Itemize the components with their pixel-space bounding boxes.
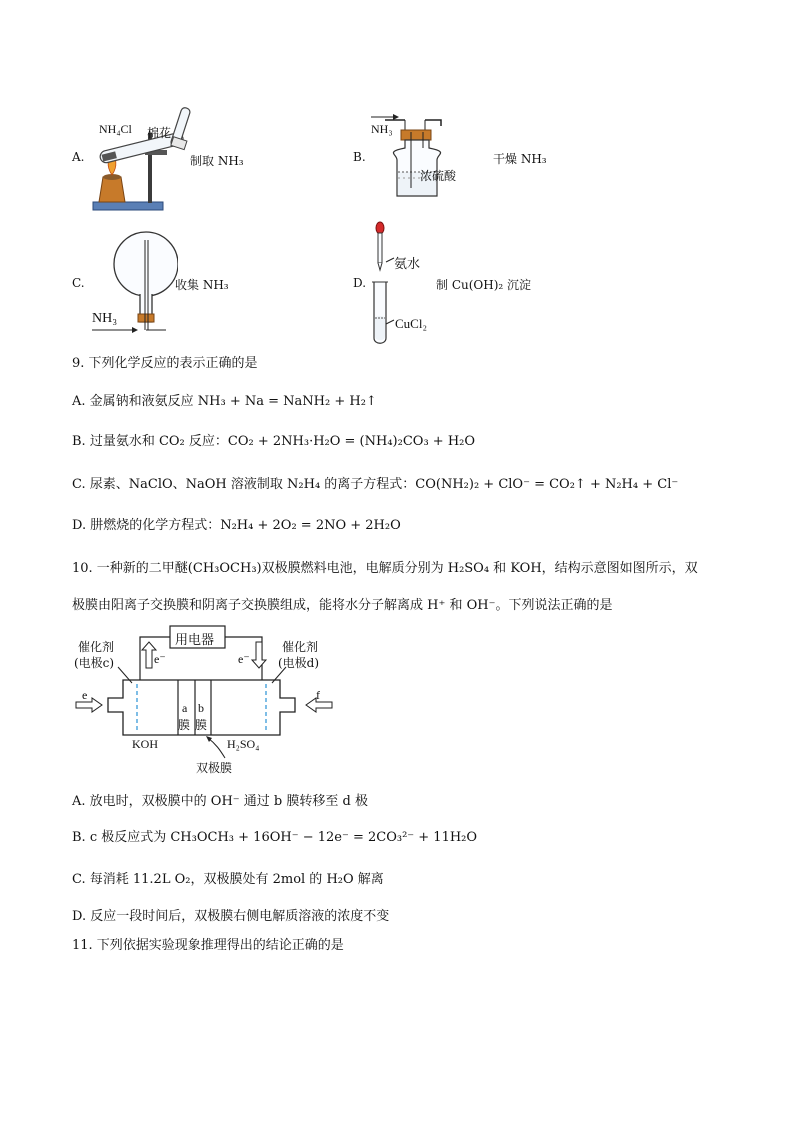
electrode-c-label: (电极c) bbox=[74, 656, 115, 670]
q11-stem: 11. 下列依据实验现象推理得出的结论正确的是 bbox=[72, 938, 344, 953]
electron-right-label: e⁻ bbox=[238, 652, 250, 666]
q10-option-d: D. 反应一段时间后，双极膜右侧电解质溶液的浓度不变 bbox=[72, 909, 390, 924]
q9-stem: 9. 下列化学反应的表示正确的是 bbox=[72, 356, 258, 371]
label-mianhua: 棉花 bbox=[147, 126, 172, 140]
membrane-b-text: 膜 bbox=[195, 718, 208, 732]
option-b-caption: 干燥 NH₃ bbox=[493, 152, 547, 166]
label-cucl2: CuCl₂ bbox=[395, 316, 427, 331]
electron-left-label: e⁻ bbox=[154, 652, 166, 666]
membrane-a-label: a bbox=[182, 701, 188, 715]
membrane-a-text: 膜 bbox=[178, 718, 191, 732]
q10-option-a: A. 放电时，双极膜中的 OH⁻ 通过 b 膜转移至 d 极 bbox=[72, 794, 368, 809]
q10-stem-line-2: 极膜由阳离子交换膜和阴离子交换膜组成，能将水分子解离成 H⁺ 和 OH⁻。下列说法正确的是 bbox=[72, 598, 613, 613]
label-nh3-in: NH₃ bbox=[92, 311, 118, 326]
load-label: 用电器 bbox=[175, 633, 215, 648]
option-d-caption: 制 Cu(OH)₂ 沉淀 bbox=[436, 278, 532, 292]
option-c-letter: C. bbox=[72, 276, 85, 290]
option-a-caption: 制取 NH₃ bbox=[190, 154, 244, 168]
label-nh3-in: NH₃ bbox=[371, 122, 393, 136]
q10-stem-line-1: 10. 一种新的二甲醚(CH₃OCH₃)双极膜燃料电池，电解质分别为 H₂SO₄ 和 KOH，结构示意图如图所示，双 bbox=[72, 561, 698, 576]
bipolar-membrane-label: 双极膜 bbox=[196, 761, 233, 775]
label-conc-h2so4: 浓硫酸 bbox=[420, 169, 457, 183]
option-b-letter: B. bbox=[353, 150, 366, 164]
inlet-f-label: f bbox=[316, 688, 320, 702]
option-c-caption: 收集 NH₃ bbox=[175, 278, 229, 292]
catalyst-c-label: 催化剂 bbox=[78, 640, 115, 654]
q9-option-a: A. 金属钠和液氨反应 NH₃ + Na = NaNH₂ + H₂↑ bbox=[72, 394, 377, 409]
q9-option-b: B. 过量氨水和 CO₂ 反应：CO₂ + 2NH₃·H₂O = (NH₄)₂CO₃ + H₂O bbox=[72, 434, 476, 449]
catalyst-d-label: 催化剂 bbox=[282, 640, 319, 654]
electrode-d-label: (电极d) bbox=[278, 656, 320, 670]
label-nh4cl: NH₄Cl bbox=[99, 122, 132, 136]
q10-option-c: C. 每消耗 11.2L O₂，双极膜处有 2mol 的 H₂O 解离 bbox=[72, 872, 384, 887]
membrane-b-label: b bbox=[198, 701, 204, 715]
q10-option-b: B. c 极反应式为 CH₃OCH₃ + 16OH⁻ − 12e⁻ = 2CO₃²⁻ + 11H₂O bbox=[72, 830, 478, 845]
label-ammonia: 氨水 bbox=[394, 257, 421, 272]
koh-label: KOH bbox=[132, 737, 158, 751]
option-d-letter: D. bbox=[353, 276, 367, 290]
option-a-letter: A. bbox=[72, 150, 85, 164]
q9-option-d: D. 肼燃烧的化学方程式：N₂H₄ + 2O₂ = 2NO + 2H₂O bbox=[72, 518, 401, 533]
inlet-e-label: e bbox=[82, 688, 88, 702]
h2so4-label: H₂SO₄ bbox=[227, 737, 260, 751]
q9-option-c: C. 尿素、NaClO、NaOH 溶液制取 N₂H₄ 的离子方程式：CO(NH₂)₂ + ClO⁻ = CO₂↑ + N₂H₄ + Cl⁻ bbox=[72, 477, 679, 492]
